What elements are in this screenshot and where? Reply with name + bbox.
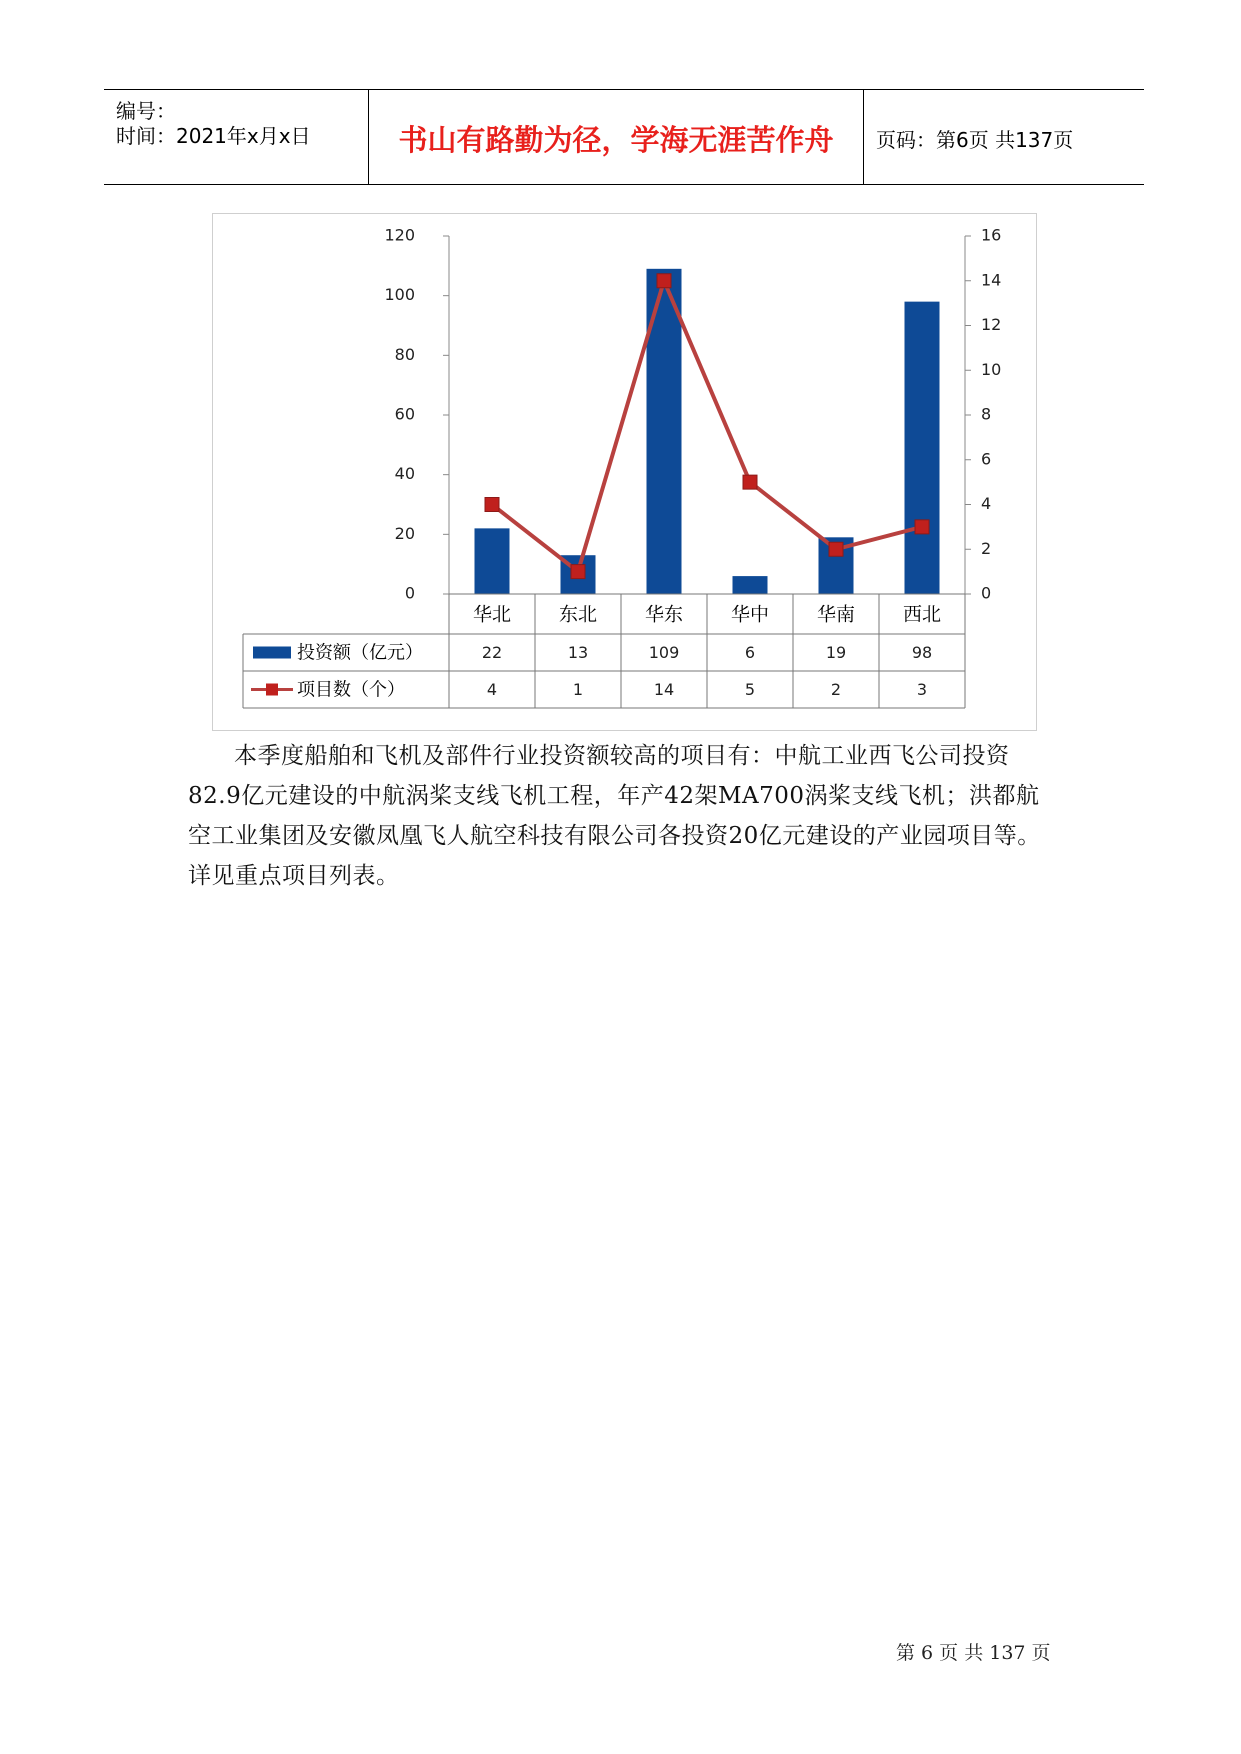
table-value-projects: 4 (486, 680, 498, 699)
motto: 书山有路勤为径，学海无涯苦作舟 (398, 123, 834, 157)
line-marker (485, 498, 499, 512)
body-paragraph: 本季度船舶和飞机及部件行业投资额较高的项目有：中航工业西飞公司投资82.9亿元建设的中航涡桨支线飞机工程，年产42架MA700涡桨支线飞机；洪都航空工业集团及安徽凤凰飞人航空科技有限公司各投资20亿元建设的产业园项目等。详见重点项目列表。 (188, 743, 1041, 889)
left-tick-label: 100 (384, 285, 415, 305)
page-header (104, 89, 1144, 185)
time-label: 时间：2021年x月x日 (116, 124, 311, 148)
chart-frame (212, 213, 1037, 731)
category-label: 华北 (472, 603, 512, 626)
bar (475, 528, 510, 594)
line-marker (571, 565, 585, 579)
header-page-cell (864, 90, 1144, 184)
left-tick-label: 80 (394, 344, 415, 364)
right-tick-label: 12 (981, 315, 1002, 334)
right-tick-label: 14 (981, 270, 1002, 290)
right-tick-label: 10 (981, 359, 1002, 379)
line-marker (829, 542, 843, 556)
table-value-investment: 98 (911, 643, 933, 662)
table-value-projects: 2 (830, 680, 842, 699)
right-tick-label: 16 (981, 225, 1002, 245)
right-tick-label: 6 (981, 449, 992, 469)
legend-key-investment (253, 647, 291, 659)
header-meta-cell (104, 90, 368, 184)
table-value-investment: 22 (481, 643, 503, 662)
category-label: 西北 (902, 603, 942, 626)
legend-key-projects-marker (266, 684, 278, 696)
table-value-projects: 14 (653, 680, 675, 699)
right-tick-label: 8 (981, 404, 992, 424)
table-value-investment: 109 (648, 643, 680, 662)
line-marker (743, 475, 757, 489)
category-label: 华中 (730, 603, 770, 626)
line-series (492, 281, 922, 572)
header-page-label: 页码：第6页 共137页 (876, 128, 1074, 152)
bar (733, 576, 768, 594)
table-value-investment: 6 (744, 643, 756, 662)
left-tick-label: 60 (394, 404, 415, 424)
table-value-investment: 13 (567, 643, 589, 662)
right-tick-label: 0 (981, 583, 992, 603)
header-motto-cell (368, 90, 864, 184)
category-label: 华东 (644, 603, 684, 626)
right-tick-label: 4 (981, 494, 992, 513)
right-tick-label: 2 (981, 538, 992, 558)
legend-label-projects: 项目数（个） (297, 679, 405, 701)
table-value-projects: 1 (572, 680, 584, 699)
left-tick-label: 20 (394, 523, 415, 543)
category-label: 东北 (558, 603, 598, 626)
left-tick-label: 0 (404, 583, 415, 603)
line-marker (657, 274, 671, 288)
legend-label-investment: 投资额（亿元） (297, 642, 423, 664)
line-marker (915, 520, 929, 534)
left-tick-label: 120 (384, 225, 415, 245)
footer-page-number: 第 6 页 共 137 页 (896, 1642, 1051, 1664)
table-value-projects: 5 (744, 680, 756, 699)
left-tick-label: 40 (394, 464, 415, 484)
table-value-investment: 19 (825, 643, 847, 662)
table-value-projects: 3 (916, 680, 928, 699)
bar (905, 302, 940, 594)
category-label: 华南 (816, 603, 856, 626)
number-label: 编号： (116, 99, 176, 123)
combo-chart (213, 214, 1036, 730)
